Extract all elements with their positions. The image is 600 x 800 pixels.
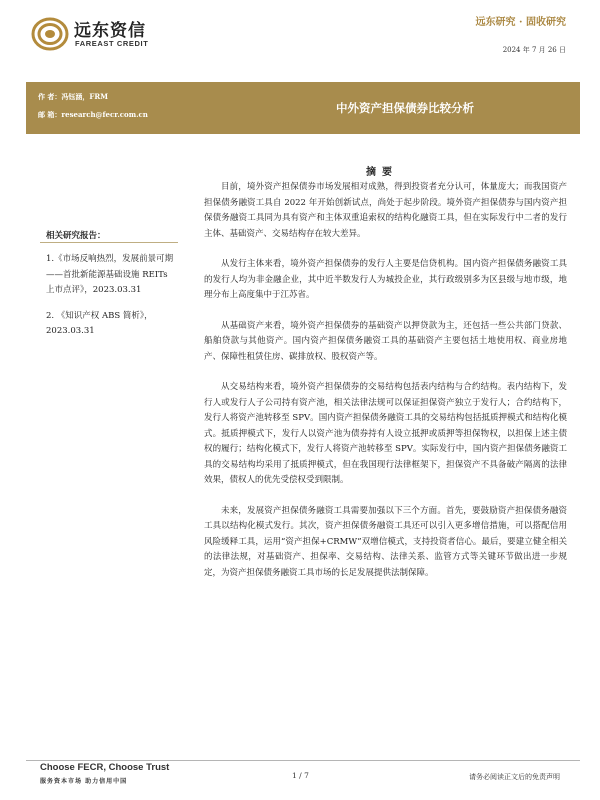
company-logo [30,14,190,56]
footer-slogan-english: Choose FECR, Choose Trust [40,762,170,773]
report-date: 2024 年 7 月 26 日 [502,46,566,54]
abstract-paragraph: 未来，发展资产担保债务融资工具需要加强以下三个方面。首先，要鼓励资产担保债务融资工具以结构化模式发行。其次，资产担保债务融资工具还可以引入更多增信措施，可以搭配信用风险缓释工具，运用“资产担保+CRMW”双增信模式，支持投资者信心。最后，要建立健全相关的法律法规，对基础资产、担保率、交易结构、法律关系、监管方式等关键环节做出进一步规定，为资产担保债务融资工具市场的长足发展提供法制保障。 [204,505,567,578]
footer-disclaimer: 请务必阅读正文后的免责声明 [469,773,560,781]
footer-slogan-chinese: 服务资本市场 助力信用中国 [40,778,128,785]
logo-mark-icon [30,16,70,52]
abstract-paragraph: 目前，境外资产担保债券市场发展相对成熟，得到投资者充分认可，体量庞大；而我国资产担保债务融资工具自 2022 年开始创新试点，尚处于起步阶段。境外资产担保债券与国内资产担保债务融资工具同为具有资产和主体双重追索权的结构化融资工具，但在实际发行中二者的发行主体、基础资产、交易结构存在较大差异。 [204,182,567,239]
title-banner [26,82,580,134]
related-report-item: 1.《市场反响热烈，发展前景可期——首批新能源基础设施 REITs 上市点评》，2023.03.31 [46,254,174,296]
abstract-body [204,180,567,596]
abstract-paragraph: 从基础资产来看，境外资产担保债券的基础资产以押贷款为主，还包括一些公共部门贷款、船舶贷款与其他资产。国内资产担保债务融资工具的基础资产主要包括土地使用权、商业房地产、保障性租赁住房、碳排放权、股权资产等。 [204,320,567,362]
page-number: 1 / 7 [292,771,309,780]
report-title: 中外资产担保债券比较分析 [336,101,474,115]
email-line: 邮 箱：research@fecr.com.cn [38,110,148,119]
logo-chinese-name: 远东资信 [74,21,146,41]
related-reports-list [46,252,176,350]
abstract-paragraph: 从交易结构来看，境外资产担保债券的交易结构包括表内结构与合约结构。表内结构下，发行人或发行人子公司持有资产池，相关法律法规可以保证担保资产独立于发行人；合约结构下，发行人将资产池转移至 SPV。国内资产担保债务融资工具的交易结构包括抵质押模式和结构化模式。抵质押模式下，发行人以资产池为债券持有人设立抵押或质押等担保物权，以担保上述主债权的履行；结构化模式下，发行人将资产池转移至 SPV。实际发行中，国内资产担保债务融资工具的交易结构均采用了抵质押模式，但在我国现行法律框架下，担保资产不具备破产隔离的法律效果，债权人的优先受偿权受到限制。 [204,382,567,485]
report-series: 远东研究 · 固收研究 [475,17,566,28]
related-report-item: 2. 《知识产权 ABS 简析》，2023.03.31 [46,310,153,337]
related-reports-heading: 相关研究报告： [46,231,106,241]
author-line: 作 者：冯钰涵，FRM [38,92,108,101]
logo-english-name: FAREAST CREDIT [75,39,149,48]
abstract-heading: 摘要 [366,167,398,178]
abstract-paragraph: 从发行主体来看，境外资产担保债券的发行人主要是信贷机构。国内资产担保债务融资工具的发行人均为非金融企业，其中近半数发行人为城投企业，其行政级别多为区县级与地市级，地理分布上高度集中于江苏省。 [204,259,567,300]
sidebar-divider [40,242,178,243]
footer-divider [26,760,580,761]
